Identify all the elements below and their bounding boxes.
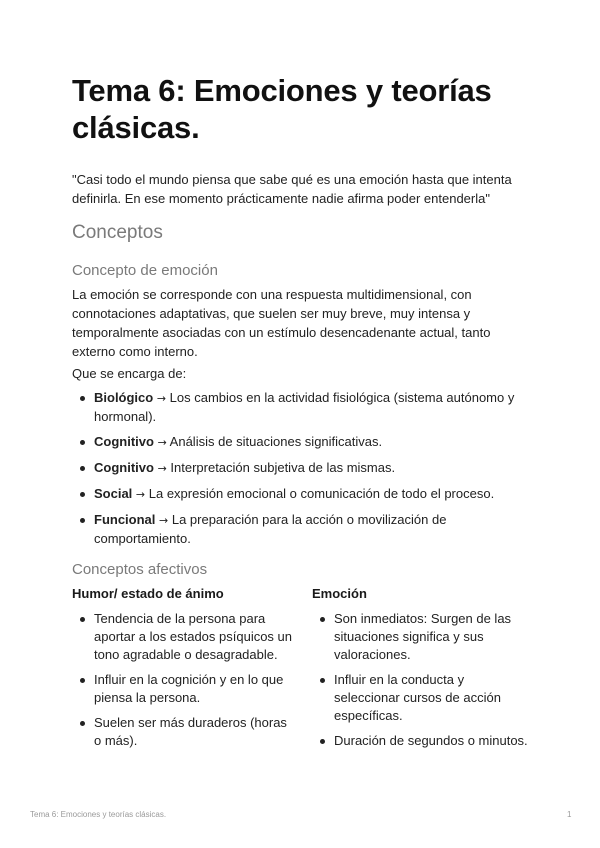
item-term: Funcional: [94, 512, 156, 527]
item-term: Biológico: [94, 390, 154, 405]
concepto-intro: Que se encarga de:: [72, 366, 187, 381]
list-item: [72, 433, 522, 452]
intro-quote: "Casi todo el mundo piensa que sabe qué es una emoción hasta que intenta definirla. En ese momento prácticamente nadie afirma poder entenderla": [72, 172, 512, 206]
item-term: Social: [94, 486, 133, 501]
column-title-humor: Humor/ estado de ánimo: [72, 586, 224, 601]
item-text: La expresión emocional o comunicación de todo el proceso.: [145, 486, 495, 501]
column-title-emocion: Emoción: [312, 586, 367, 601]
list-item: [72, 485, 522, 504]
emocion-list: [312, 610, 532, 757]
subheading-concepto-emocion: Concepto de emoción: [72, 262, 218, 279]
item-text: Análisis de situaciones significativas.: [166, 434, 383, 449]
functions-list: [72, 389, 522, 555]
arrow-icon: →: [157, 436, 167, 449]
list-item: Influir en la conducta y seleccionar cursos de acción específicas.: [312, 671, 532, 725]
arrow-icon: →: [157, 462, 167, 475]
item-term: Cognitivo: [94, 460, 154, 475]
list-item: Tendencia de la persona para aportar a los estados psíquicos un tono agradable o desagradable.: [72, 610, 294, 664]
list-item: Son inmediatos: Surgen de las situaciones significa y sus valoraciones.: [312, 610, 532, 664]
list-item: Influir en la cognición y en lo que piensa la persona.: [72, 671, 294, 707]
arrow-icon: →: [156, 392, 167, 405]
arrow-icon: →: [159, 514, 169, 527]
list-item: Suelen ser más duraderos (horas o más).: [72, 714, 294, 750]
page-title: Tema 6: Emociones y teorías clásicas.: [72, 73, 492, 145]
list-item: [72, 511, 522, 548]
page-number: 1: [567, 810, 572, 819]
section-heading-conceptos: Conceptos: [72, 222, 163, 243]
humor-list: [72, 610, 294, 757]
concepto-paragraph: La emoción se corresponde con una respuesta multidimensional, con connotaciones adaptativas, que suelen ser muy breve, muy intensa y temporalmente asociadas con un estímulo desencadenante actual, tanto externo como interno.: [72, 287, 491, 359]
list-item: Duración de segundos o minutos.: [312, 732, 532, 750]
item-term: Cognitivo: [94, 434, 154, 449]
list-item: [72, 459, 522, 478]
subheading-conceptos-afectivos: Conceptos afectivos: [72, 561, 208, 578]
list-item: [72, 389, 522, 426]
item-text: La preparación para la acción o movilización de comportamiento.: [94, 512, 447, 546]
item-text: Interpretación subjetiva de las mismas.: [166, 460, 396, 475]
page-footer: Tema 6: Emociones y teorías clásicas.: [30, 810, 167, 819]
item-text: Los cambios en la actividad fisiológica (sistema autónomo y hormonal).: [94, 390, 515, 424]
arrow-icon: →: [135, 488, 146, 501]
